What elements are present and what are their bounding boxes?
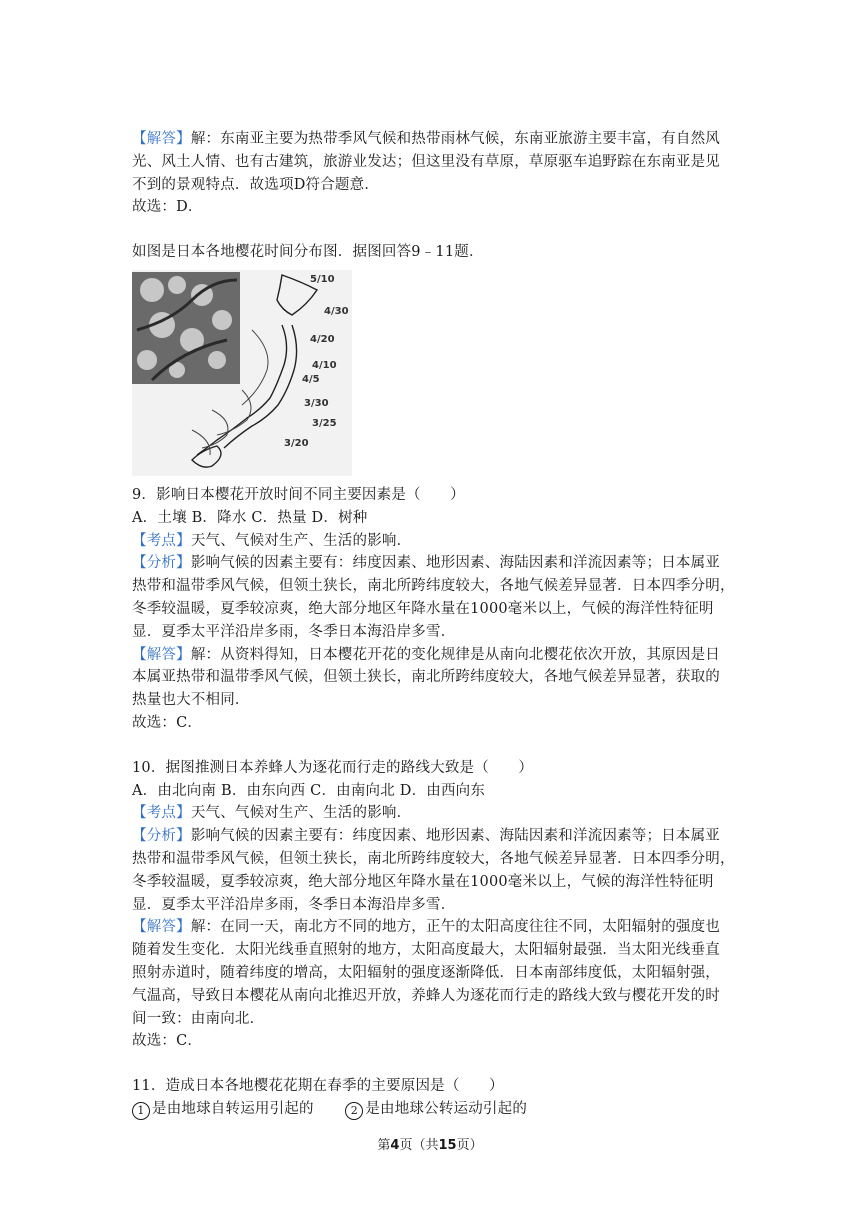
analysis-line: 【分析】影响气候的因素主要有：纬度因素、地形因素、海陆因素和洋流因素等；日本属亚	[132, 555, 721, 572]
question-stem: 11．造成日本各地樱花花期在春季的主要原因是（ ）	[132, 1078, 504, 1095]
page-number: 4	[390, 1138, 400, 1153]
answer-line: 间一致：由南向北．	[132, 1010, 265, 1027]
intro-text: 如图是日本各地樱花时间分布图．据图回答9﹣11题．	[132, 244, 484, 261]
isoline-label: 4/30	[324, 305, 349, 317]
point-line: 【考点】天气、气候对生产、生活的影响．	[132, 805, 412, 822]
analysis-line: 热带和温带季风气候，但领土狭长，南北所跨纬度较大，各地气候差异显著．日本四季分明，	[132, 850, 735, 867]
answer-line: 照射赤道时，随着纬度的增高，太阳辐射的强度逐渐降低．日本南部纬度低，太阳辐射强，	[132, 964, 720, 981]
answer-line: 【解答】解：从资料得知，日本樱花开花的变化规律是从南向北樱花依次开放，其原因是日	[132, 646, 721, 663]
answer-line: 【解答】解：在同一天，南北方不同的地方，正午的太阳高度往往不同，太阳辐射的强度也	[132, 919, 721, 936]
question-options: A．由北向南 B．由东向西 C．由南向北 D．由西向东	[132, 782, 486, 799]
option-2-text: 是由地球公转运动引起的	[365, 1100, 528, 1117]
answer-line: 本属亚热带和温带季风气候，但领土狭长，南北所跨纬度较大，各地气候差异显著，获取的	[132, 669, 720, 686]
question-stem: 10．据图推测日本养蜂人为逐花而行走的路线大致是（ ）	[132, 759, 534, 776]
isoline-label: 4/20	[310, 333, 335, 345]
point-line: 【考点】天气、气候对生产、生活的影响．	[132, 532, 412, 549]
isoline-label: 4/10	[312, 359, 337, 371]
analysis-line: 冬季较温暖，夏季较凉爽，绝大部分地区年降水量在1000毫米以上，气候的海洋性特征明	[132, 873, 714, 890]
page-total: 15	[438, 1138, 457, 1153]
isoline-label: 3/20	[284, 437, 309, 449]
answer-line: 气温高，导致日本樱花从南向北推迟开放，养蜂人为逐花而行走的路线大致与樱花开发的时	[132, 987, 720, 1004]
answer-line: 随着发生变化．太阳光线垂直照射的地方，太阳高度最大，太阳辐射最强．当太阳光线垂直	[132, 942, 720, 959]
cherry-blossom-map-figure	[132, 270, 352, 476]
analysis-line: 【分析】影响气候的因素主要有：纬度因素、地形因素、海陆因素和洋流因素等；日本属亚	[132, 828, 721, 845]
question-stem: 9．影响日本樱花开放时间不同主要因素是（ ）	[132, 486, 465, 503]
answer-tag: 【解答】	[132, 131, 191, 147]
analysis-line: 热带和温带季风气候，但领土狭长，南北所跨纬度较大，各地气候差异显著．日本四季分明，	[132, 578, 735, 595]
isoline-label: 4/5	[302, 373, 320, 385]
cherry-blossom-map	[132, 270, 352, 476]
option-number-2: 2	[345, 1102, 363, 1120]
answer-line: 【解答】解：东南亚主要为热带季风气候和热带雨林气候，东南亚旅游主要丰富，有自然风	[132, 131, 721, 147]
analysis-line: 冬季较温暖，夏季较凉爽，绝大部分地区年降水量在1000毫米以上，气候的海洋性特征明	[132, 600, 714, 617]
answer-line: 热量也大不相同．	[132, 692, 250, 709]
choice-line: 故选：D．	[132, 199, 203, 216]
isoline-label: 3/30	[304, 397, 329, 409]
page-footer: 第4页（共15页）	[377, 1138, 483, 1153]
answer-line: 光、风土人情、也有古建筑，旅游业发达；但这里没有草原，草原驱车追野踪在东南亚是见	[132, 153, 720, 170]
option-1-text: 是由地球自转运用引起的	[152, 1100, 314, 1117]
answer-line: 不到的景观特点．故选项D符合题意．	[132, 176, 380, 193]
choice-line: 故选：C．	[132, 714, 203, 731]
analysis-line: 显．夏季太平洋沿岸多雨，冬季日本海沿岸多雪．	[132, 623, 456, 640]
isoline-label: 3/25	[312, 417, 337, 429]
option-number-1: 1	[132, 1102, 150, 1120]
choice-line: 故选：C．	[132, 1033, 203, 1050]
question-options: A．土壤 B．降水 C．热量 D．树种	[132, 509, 368, 526]
document-page	[132, 128, 735, 1121]
isoline-label: 5/10	[310, 273, 335, 285]
question-options	[132, 1098, 732, 1121]
analysis-line: 显．夏季太平洋沿岸多雨，冬季日本海沿岸多雪．	[132, 896, 456, 913]
